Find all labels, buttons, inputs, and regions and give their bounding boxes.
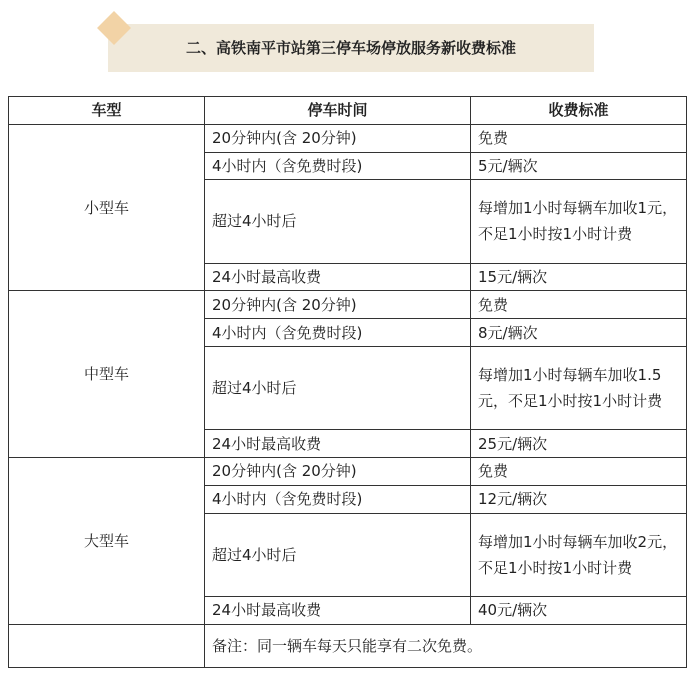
vehicle-type-small: 小型车 bbox=[9, 124, 205, 291]
note-empty-cell bbox=[9, 624, 205, 667]
header-fee-standard: 收费标准 bbox=[471, 97, 687, 125]
time-cell: 24小时最高收费 bbox=[205, 430, 471, 458]
time-cell: 20分钟内(含 20分钟) bbox=[205, 458, 471, 486]
vehicle-type-medium: 中型车 bbox=[9, 291, 205, 458]
fee-cell: 15元/辆次 bbox=[471, 263, 687, 291]
fee-cell: 5元/辆次 bbox=[471, 152, 687, 180]
time-cell: 24小时最高收费 bbox=[205, 596, 471, 624]
time-cell: 20分钟内(含 20分钟) bbox=[205, 124, 471, 152]
fee-cell: 免费 bbox=[471, 458, 687, 486]
time-cell: 24小时最高收费 bbox=[205, 263, 471, 291]
time-cell: 4小时内（含免费时段) bbox=[205, 485, 471, 513]
header-parking-time: 停车时间 bbox=[205, 97, 471, 125]
time-cell: 20分钟内(含 20分钟) bbox=[205, 291, 471, 319]
time-cell: 超过4小时后 bbox=[205, 513, 471, 596]
time-cell: 超过4小时后 bbox=[205, 180, 471, 263]
section-title: 二、高铁南平市站第三停车场停放服务新收费标准 bbox=[185, 39, 516, 57]
note-row bbox=[9, 624, 687, 667]
note-text: 备注：同一辆车每天只能享有二次免费。 bbox=[205, 624, 687, 667]
fee-cell: 每增加1小时每辆车加收1.5元，不足1小时按1小时计费 bbox=[471, 346, 687, 429]
time-cell: 4小时内（含免费时段) bbox=[205, 152, 471, 180]
table-header-row bbox=[9, 97, 687, 125]
fee-cell: 25元/辆次 bbox=[471, 430, 687, 458]
fee-cell: 免费 bbox=[471, 124, 687, 152]
table-row bbox=[9, 291, 687, 319]
fee-cell: 免费 bbox=[471, 291, 687, 319]
time-cell: 4小时内（含免费时段) bbox=[205, 319, 471, 347]
section-banner bbox=[0, 0, 696, 96]
fee-cell: 8元/辆次 bbox=[471, 319, 687, 347]
fee-cell: 每增加1小时每辆车加收1元，不足1小时按1小时计费 bbox=[471, 180, 687, 263]
time-cell: 超过4小时后 bbox=[205, 346, 471, 429]
fee-cell: 40元/辆次 bbox=[471, 596, 687, 624]
vehicle-type-large: 大型车 bbox=[9, 458, 205, 625]
table-row bbox=[9, 124, 687, 152]
header-vehicle-type: 车型 bbox=[9, 97, 205, 125]
fee-cell: 每增加1小时每辆车加收2元，不足1小时按1小时计费 bbox=[471, 513, 687, 596]
table-row bbox=[9, 458, 687, 486]
fee-cell: 12元/辆次 bbox=[471, 485, 687, 513]
fee-table bbox=[8, 96, 687, 668]
